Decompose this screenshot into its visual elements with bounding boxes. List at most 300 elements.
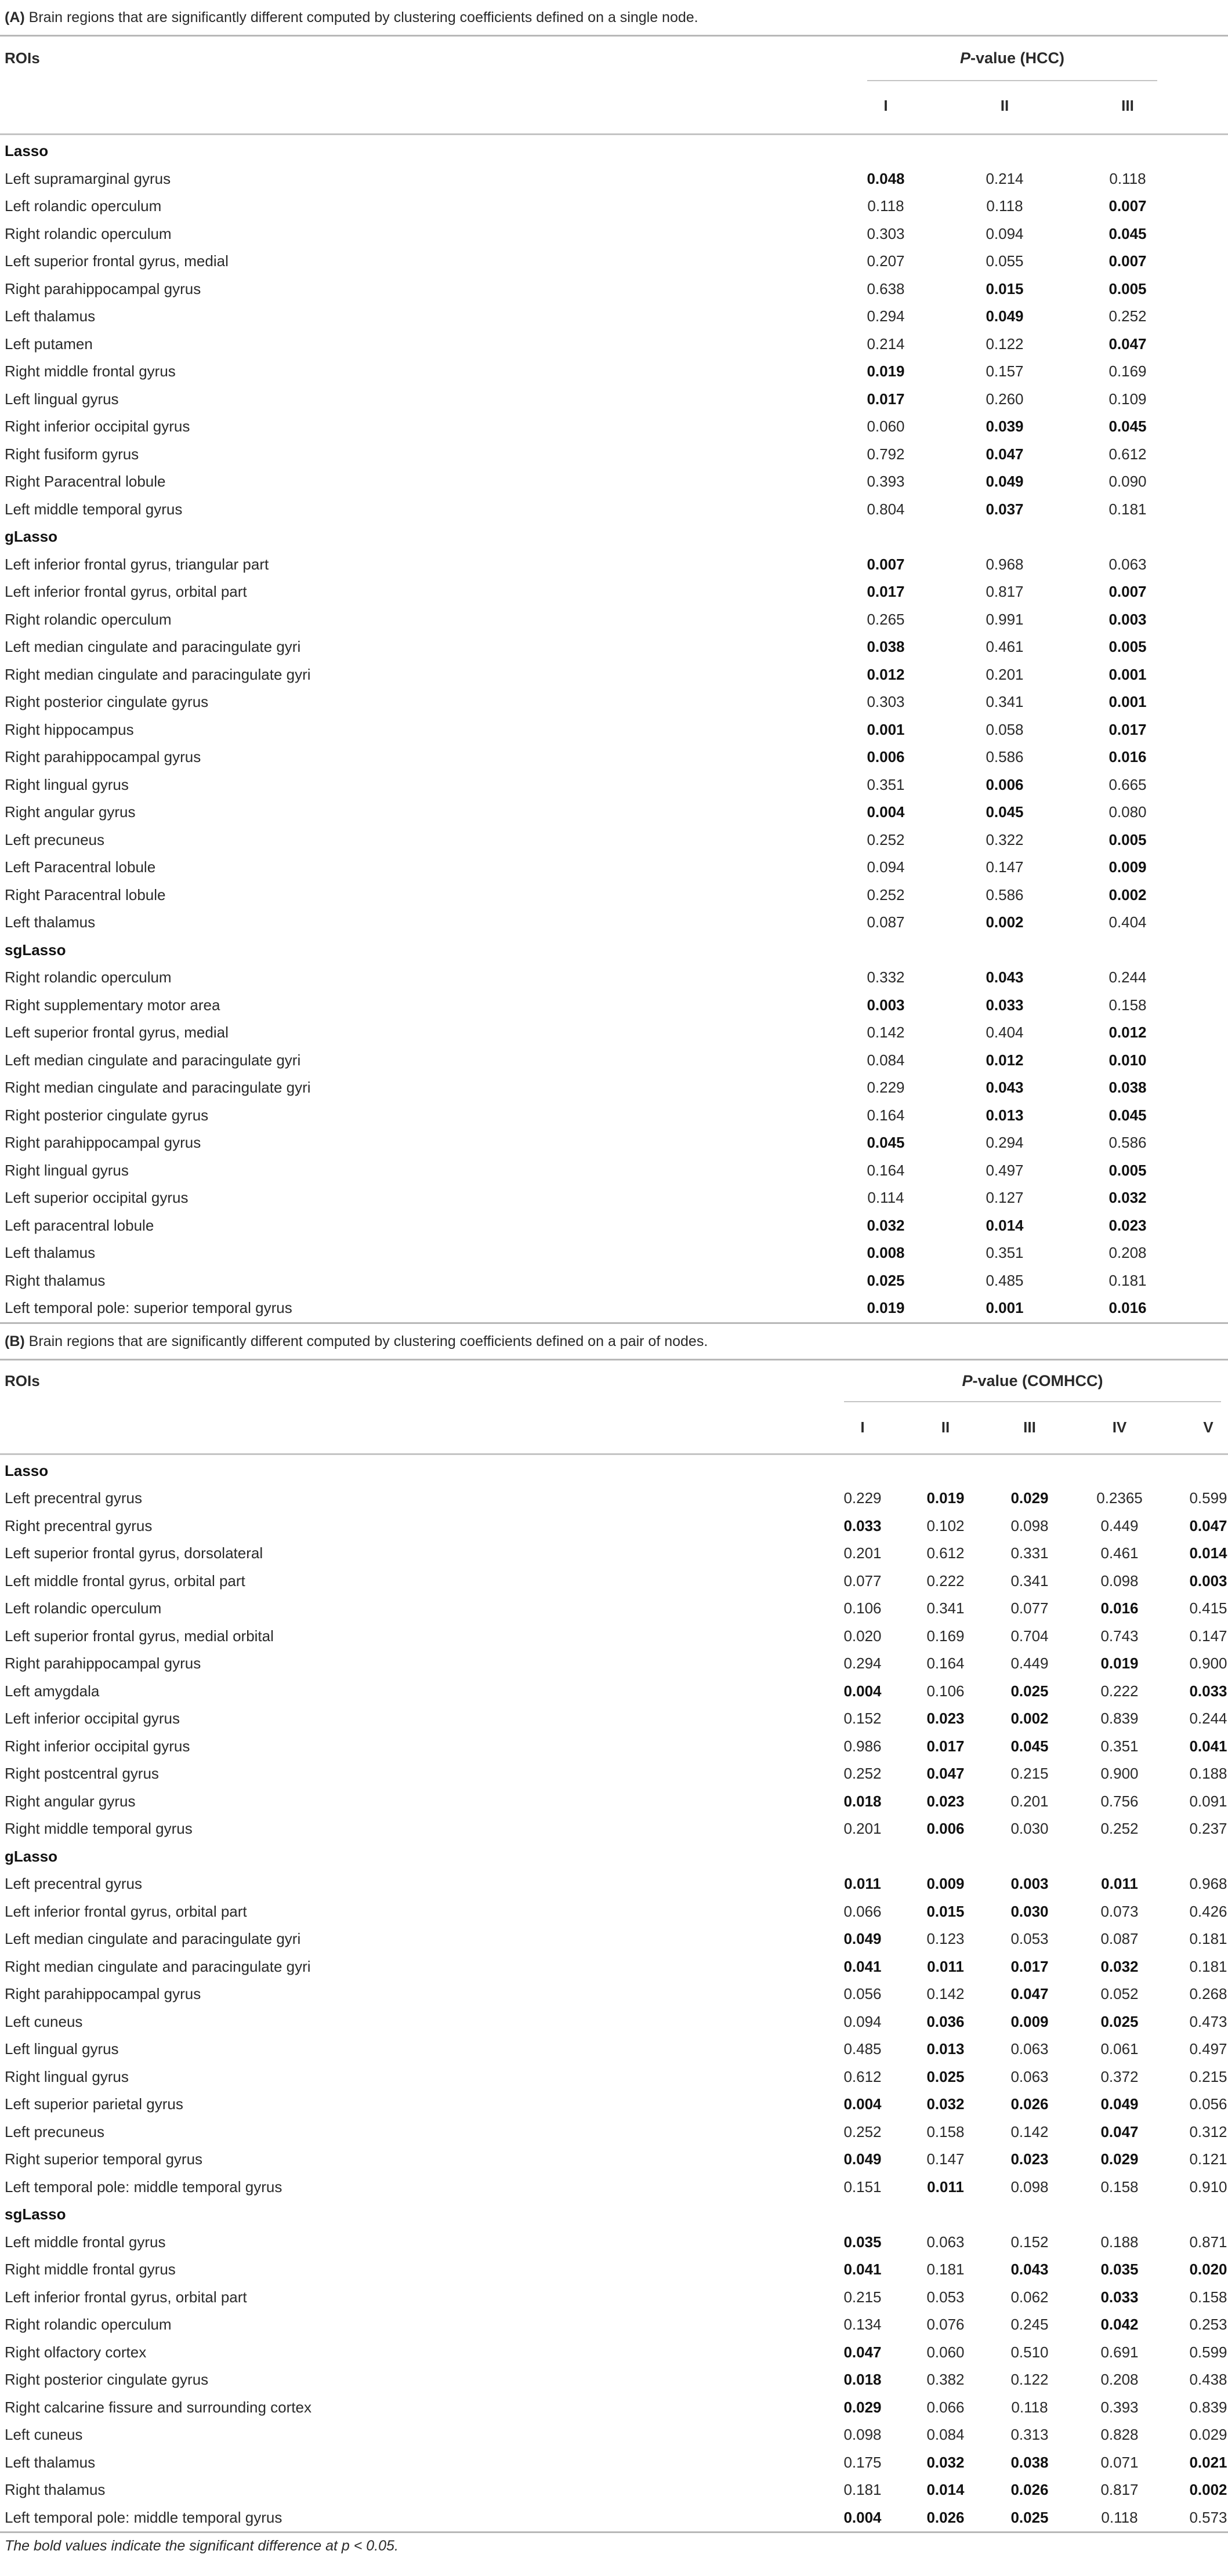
p-value-cell: 0.003 [1010,1875,1049,1892]
p-value-cell: 0.2365 [1096,1489,1143,1507]
table-b [0,1322,1228,2532]
p-value-cell: 0.018 [843,2371,882,2388]
roi-name: Right posterior cingulate gyrus [5,1106,209,1124]
p-value-cell: 0.045 [1109,1106,1147,1124]
p-value-cell: 0.021 [1189,2453,1227,2471]
p-value-cell: 0.164 [867,1161,905,1179]
p-value-cell: 0.691 [1100,2343,1139,2361]
p-value-cell: 0.011 [844,1875,881,1892]
table-row [0,1870,1228,1898]
p-value-cell: 0.019 [1100,1655,1139,1672]
table-row [0,2146,1228,2174]
p-value-cell: 0.188 [1189,1765,1227,1782]
roi-name: Left middle frontal gyrus, orbital part [5,1572,245,1590]
p-value-cell: 0.020 [1189,2261,1227,2278]
group-name: Lasso [5,142,49,159]
p-value-cell: 0.294 [986,1134,1024,1151]
roi-name: Left inferior frontal gyrus, orbital part [5,1902,247,1920]
roi-name: Left middle temporal gyrus [5,500,183,518]
roi-name: Right rolandic operculum [5,968,172,986]
p-value-cell: 0.016 [1109,1299,1147,1316]
p-value-cell: 0.080 [1109,803,1147,821]
p-value-cell: 0.017 [1109,720,1147,738]
p-value-cell: 0.214 [867,335,905,353]
p-value-cell: 0.017 [1010,1957,1049,1975]
p-value-cell: 0.215 [1189,2067,1227,2085]
p-value-cell: 0.025 [1100,2012,1139,2030]
p-value-cell: 0.004 [867,803,905,821]
table-row [0,1650,1228,1678]
p-value-cell: 0.063 [1010,2067,1049,2085]
table-row [0,331,1228,358]
table-row [0,799,1228,826]
p-value-cell: 0.001 [867,720,905,738]
p-value-cell: 0.449 [1010,1655,1049,1672]
p-value-cell: 0.106 [926,1682,965,1700]
p-value-cell: 0.032 [926,2453,965,2471]
table-row [0,1102,1228,1130]
p-value-cell: 0.252 [843,2123,882,2140]
p-value-cell: 0.063 [926,2233,965,2251]
p-value-cell: 0.012 [1109,1024,1147,1041]
p-value-cell: 0.147 [926,2150,965,2168]
p-value-cell: 0.586 [1109,1134,1147,1151]
p-value-cell: 0.055 [986,252,1024,270]
p-value-cell: 0.415 [1189,1599,1227,1617]
table-row [0,992,1228,1019]
p-value-cell: 0.011 [927,2178,964,2196]
p-value-cell: 0.118 [1011,2398,1048,2416]
p-value-cell: 0.036 [926,2012,965,2030]
p-value-cell: 0.151 [843,2178,882,2196]
p-value-cell: 0.045 [867,1134,905,1151]
p-value-cell: 0.047 [1100,2123,1139,2140]
p-value-cell: 0.047 [986,445,1024,463]
table-row [0,606,1228,634]
p-value-cell: 0.009 [1010,2012,1049,2030]
p-value-cell: 0.158 [1100,2178,1139,2196]
table-row [0,716,1228,744]
p-value-cell: 0.032 [1109,1189,1147,1206]
group-header-row [0,937,1228,964]
p-value-cell: 0.252 [1109,307,1147,325]
p-value-cell: 0.047 [1189,1516,1227,1534]
p-value-cell: 0.839 [1189,2398,1227,2416]
roi-name: Left thalamus [5,913,96,931]
p-value-cell: 0.214 [986,169,1024,187]
p-value-cell: 0.025 [1010,2508,1049,2526]
p-value-cell: 0.968 [1189,1875,1227,1892]
table-row [0,1568,1228,1595]
group-name: gLasso [5,1847,58,1865]
p-value-cell: 0.009 [926,1875,965,1892]
table-row [0,743,1228,771]
table-row [0,2339,1228,2367]
roi-name: Right inferior occipital gyrus [5,1737,190,1755]
table-row [0,468,1228,496]
roi-name: Right median cingulate and paracingulate gyri [5,1957,311,1975]
p-value-cell: 0.158 [1189,2288,1227,2306]
p-value-cell: 0.461 [986,638,1024,655]
p-value-cell: 0.142 [926,1985,965,2002]
p-value-cell: 0.094 [867,858,905,876]
p-value-cell: 0.041 [843,1957,882,1975]
table-row [0,1485,1228,1512]
p-value-cell: 0.599 [1189,2343,1227,2361]
p-value-cell: 0.638 [867,280,905,297]
p-value-cell: 0.062 [1010,2288,1049,2306]
p-value-cell: 0.208 [1100,2371,1139,2388]
p-value-cell: 0.704 [1010,1627,1049,1645]
p-value-cell: 0.573 [1189,2508,1227,2526]
p-value-cell: 0.098 [1010,2178,1049,2196]
p-value-cell: 0.142 [1010,2123,1049,2140]
table-row [0,1953,1228,1981]
table-row [0,1074,1228,1102]
p-value-cell: 0.076 [926,2316,965,2333]
p-value-cell: 0.003 [1109,610,1147,628]
p-value-cell: 0.229 [867,1079,905,1096]
p-value-cell: 0.756 [1100,1792,1139,1810]
p-value-cell: 0.351 [1100,1737,1139,1755]
table-row [0,1129,1228,1157]
roi-name: Left superior frontal gyrus, medial [5,1024,229,1041]
p-value-cell: 0.004 [843,1682,882,1700]
table-row [0,2091,1228,2118]
table-row [0,1980,1228,2008]
p-value-cell: 0.063 [1109,555,1147,573]
p-value-cell: 0.090 [1109,473,1147,490]
roi-name: Right parahippocampal gyrus [5,1985,201,2002]
p-value-cell: 0.013 [986,1106,1024,1124]
p-value-cell: 0.029 [1189,2426,1227,2443]
p-value-cell: 0.003 [1189,1572,1227,1590]
p-value-cell: 0.032 [926,2095,965,2113]
p-value-cell: 0.084 [926,2426,965,2443]
roi-name: Left precuneus [5,830,105,848]
pvalue-header-rule [844,1401,1221,1402]
p-value-cell: 0.026 [1010,2095,1049,2113]
p-value-cell: 0.007 [867,555,905,573]
p-value-cell: 0.037 [986,500,1024,518]
p-value-cell: 0.056 [1189,2095,1227,2113]
table-row [0,688,1228,716]
p-value-cell: 0.404 [986,1024,1024,1041]
p-value-cell: 0.094 [986,224,1024,242]
table-row [0,964,1228,992]
roi-name: Left inferior occipital gyrus [5,1710,180,1727]
p-value-cell: 0.033 [843,1516,882,1534]
p-value-cell: 0.968 [986,555,1024,573]
p-value-cell: 0.118 [1109,169,1146,187]
table-a-label: (A) [5,9,25,26]
roi-name: Left thalamus [5,2453,96,2471]
p-value-cell: 0.245 [1010,2316,1049,2333]
p-value-cell: 0.175 [843,2453,882,2471]
roi-name: Left thalamus [5,1244,96,1261]
p-value-cell: 0.023 [926,1792,965,1810]
p-value-cell: 0.035 [843,2233,882,2251]
p-value-cell: 0.294 [843,1655,882,1672]
p-value-cell: 0.014 [1189,1544,1227,1562]
p-value-cell: 0.017 [867,390,905,408]
p-value-cell: 0.033 [1189,1682,1227,1700]
p-value-cell: 0.025 [867,1271,905,1289]
p-value-cell: 0.181 [1189,1930,1227,1947]
p-value-cell: 0.049 [986,473,1024,490]
p-value-cell: 0.005 [1109,830,1147,848]
roi-name: Left lingual gyrus [5,390,119,408]
p-value-cell: 0.008 [867,1244,905,1261]
p-value-cell: 0.098 [1100,1572,1139,1590]
p-value-cell: 0.586 [986,748,1024,765]
p-value-cell: 0.313 [1010,2426,1049,2443]
roi-name: Right middle frontal gyrus [5,362,176,380]
roi-name: Right calcarine fissure and surrounding cortex [5,2398,311,2416]
p-value-cell: 0.010 [1109,1051,1147,1069]
p-value-cell: 0.341 [926,1599,965,1617]
p-value-cell: 0.612 [926,1544,965,1562]
p-value-cell: 0.087 [867,913,905,931]
p-value-cell: 0.032 [1100,1957,1139,1975]
p-value-cell: 0.077 [843,1572,882,1590]
roi-name: Left cuneus [5,2426,83,2443]
p-value-cell: 0.404 [1109,913,1147,931]
roi-name: Left precentral gyrus [5,1875,143,1892]
roi-name: Left temporal pole: middle temporal gyrus [5,2178,282,2196]
p-value-cell: 0.485 [986,1271,1024,1289]
roi-name: Left thalamus [5,307,96,325]
p-value-cell: 0.039 [986,418,1024,435]
table-row [0,1788,1228,1816]
roi-name: Right rolandic operculum [5,2316,172,2333]
p-value-cell: 0.020 [843,1627,882,1645]
roi-name: Left supramarginal gyrus [5,169,171,187]
roi-header: ROIs [5,49,40,67]
col-header-i: I [883,97,888,114]
roi-name: Right rolandic operculum [5,224,172,242]
p-value-cell: 0.056 [843,1985,882,2002]
p-value-cell: 0.005 [1109,1161,1147,1179]
roi-name: Left middle frontal gyrus [5,2233,166,2251]
table-row [0,1239,1228,1267]
table-row [0,1267,1228,1295]
pvalue-header: P-value (COMHCC) [962,1372,1103,1389]
p-value-cell: 0.986 [843,1737,882,1755]
p-value-cell: 0.049 [843,1930,882,1947]
p-value-cell: 0.152 [1010,2233,1049,2251]
p-value-cell: 0.049 [843,2150,882,2168]
table-b-header [0,1360,1228,1455]
p-value-cell: 0.123 [926,1930,965,1947]
p-value-cell: 0.047 [926,1765,965,1782]
p-value-cell: 0.043 [986,968,1024,986]
table-footnote: The bold values indicate the significant difference at p < 0.05. [0,2531,1228,2559]
p-value-cell: 0.910 [1189,2178,1227,2196]
roi-name: Right thalamus [5,2481,106,2498]
table-row [0,2421,1228,2449]
table-row [0,1047,1228,1075]
p-value-cell: 0.612 [843,2067,882,2085]
p-value-cell: 0.181 [1109,1271,1147,1289]
p-value-cell: 0.122 [986,335,1024,353]
p-value-cell: 0.060 [867,418,905,435]
p-value-cell: 0.164 [926,1655,965,1672]
p-value-cell: 0.011 [927,1957,964,1975]
p-value-cell: 0.012 [867,665,905,683]
p-value-cell: 0.121 [1189,2150,1227,2168]
p-value-cell: 0.041 [1189,1737,1227,1755]
p-value-cell: 0.393 [1100,2398,1139,2416]
p-value-cell: 0.049 [986,307,1024,325]
table-row [0,2449,1228,2477]
pvalue-header-rule [867,80,1157,81]
table-row [0,661,1228,689]
p-value-cell: 0.007 [1109,197,1147,215]
p-value-cell: 0.026 [1010,2481,1049,2498]
table-row [0,2311,1228,2339]
roi-name: Left inferior frontal gyrus, triangular part [5,555,269,573]
roi-name: Right supplementary motor area [5,996,220,1014]
roi-name: Left superior parietal gyrus [5,2095,183,2113]
p-value-cell: 0.201 [986,665,1024,683]
table-row [0,1184,1228,1212]
p-value-cell: 0.871 [1189,2233,1227,2251]
roi-name: Left superior occipital gyrus [5,1189,189,1206]
roi-name: Right thalamus [5,1271,106,1289]
p-value-cell: 0.599 [1189,1489,1227,1507]
p-value-cell: 0.025 [1010,1682,1049,1700]
p-value-cell: 0.252 [867,830,905,848]
p-value-cell: 0.053 [926,2288,965,2306]
table-row [0,2063,1228,2091]
table-row [0,2256,1228,2284]
table-a-header [0,37,1228,135]
table-row [0,2284,1228,2312]
table-row [0,2394,1228,2422]
p-value-cell: 0.260 [986,390,1024,408]
table-b-label: (B) [5,1333,25,1349]
table-row [0,771,1228,799]
p-value-cell: 0.038 [1010,2453,1049,2471]
table-row [0,1294,1228,1322]
p-value-cell: 0.011 [1101,1875,1138,1892]
p-value-cell: 0.007 [1109,583,1147,600]
p-value-cell: 0.032 [867,1216,905,1234]
p-value-cell: 0.106 [843,1599,882,1617]
p-value-cell: 0.612 [1109,445,1147,463]
p-value-cell: 0.181 [843,2481,882,2498]
table-row [0,826,1228,854]
p-value-cell: 0.013 [926,2040,965,2058]
p-value-cell: 0.047 [1109,335,1147,353]
table-row [0,248,1228,275]
table-row [0,1595,1228,1623]
p-value-cell: 0.015 [926,1902,965,1920]
table-row [0,2504,1228,2532]
p-value-cell: 0.792 [867,445,905,463]
table-row [0,1678,1228,1706]
table-row [0,1925,1228,1953]
p-value-cell: 0.018 [843,1792,882,1810]
p-value-cell: 0.426 [1189,1902,1227,1920]
p-value-cell: 0.043 [986,1079,1024,1096]
p-value-cell: 0.449 [1100,1516,1139,1534]
table-row [0,881,1228,909]
p-value-cell: 0.181 [1109,500,1147,518]
p-value-cell: 0.181 [926,2261,965,2278]
roi-name: Right angular gyrus [5,1792,136,1810]
roi-name: Right lingual gyrus [5,2067,129,2085]
p-value-cell: 0.473 [1189,2012,1227,2030]
p-value-cell: 0.004 [843,2508,882,2526]
roi-name: Right precentral gyrus [5,1516,153,1534]
p-value-cell: 0.002 [1109,886,1147,904]
table-a-caption-text: Brain regions that are significantly different computed by clustering coefficients defined on a single node. [28,9,698,26]
p-value-cell: 0.091 [1189,1792,1227,1810]
p-value-cell: 0.118 [867,197,904,215]
p-value-cell: 0.164 [867,1106,905,1124]
table-row [0,413,1228,441]
p-value-cell: 0.045 [1109,224,1147,242]
roi-name: Right angular gyrus [5,803,136,821]
p-value-cell: 0.041 [843,2261,882,2278]
p-value-cell: 0.045 [1010,1737,1049,1755]
p-value-cell: 0.006 [867,748,905,765]
p-value-cell: 0.118 [986,197,1023,215]
pvalue-header: P-value (HCC) [959,49,1065,67]
p-value-cell: 0.147 [1189,1627,1227,1645]
p-value-cell: 0.134 [843,2316,882,2333]
p-value-cell: 0.045 [986,803,1024,821]
p-value-cell: 0.029 [1100,2150,1139,2168]
col-header-iii: III [1121,97,1134,114]
p-value-cell: 0.229 [843,1489,882,1507]
table-row [0,303,1228,331]
roi-name: Right olfactory cortex [5,2343,147,2361]
table-b-caption-text: Brain regions that are significantly different computed by clustering coefficients defined on a pair of nodes. [28,1333,708,1349]
p-value-cell: 0.033 [1100,2288,1139,2306]
p-value-cell: 0.006 [986,775,1024,793]
roi-name: Right inferior occipital gyrus [5,418,190,435]
p-value-cell: 0.098 [843,2426,882,2443]
p-value-cell: 0.341 [986,693,1024,710]
group-name: sgLasso [5,941,66,959]
roi-name: Right median cingulate and paracingulate gyri [5,665,311,683]
p-value-cell: 0.208 [1109,1244,1147,1261]
table-a-caption [0,0,1228,37]
p-value-cell: 0.382 [926,2371,965,2388]
p-value-cell: 0.743 [1100,1627,1139,1645]
roi-name: Right parahippocampal gyrus [5,280,201,297]
roi-name: Left median cingulate and paracingulate gyri [5,1051,301,1069]
p-value-cell: 0.900 [1100,1765,1139,1782]
roi-name: Left rolandic operculum [5,1599,162,1617]
p-value-cell: 0.207 [867,252,905,270]
table-row [0,220,1228,248]
roi-name: Left precentral gyrus [5,1489,143,1507]
p-value-cell: 0.016 [1109,748,1147,765]
p-value-cell: 0.142 [867,1024,905,1041]
p-value-cell: 0.839 [1100,1710,1139,1727]
p-value-cell: 0.052 [1100,1985,1139,2002]
group-header-row [0,1457,1228,1485]
p-value-cell: 0.510 [1010,2343,1049,2361]
p-value-cell: 0.001 [1109,693,1147,710]
roi-name: Left Paracentral lobule [5,858,156,876]
p-value-cell: 0.817 [986,583,1024,600]
roi-name: Right lingual gyrus [5,1161,129,1179]
